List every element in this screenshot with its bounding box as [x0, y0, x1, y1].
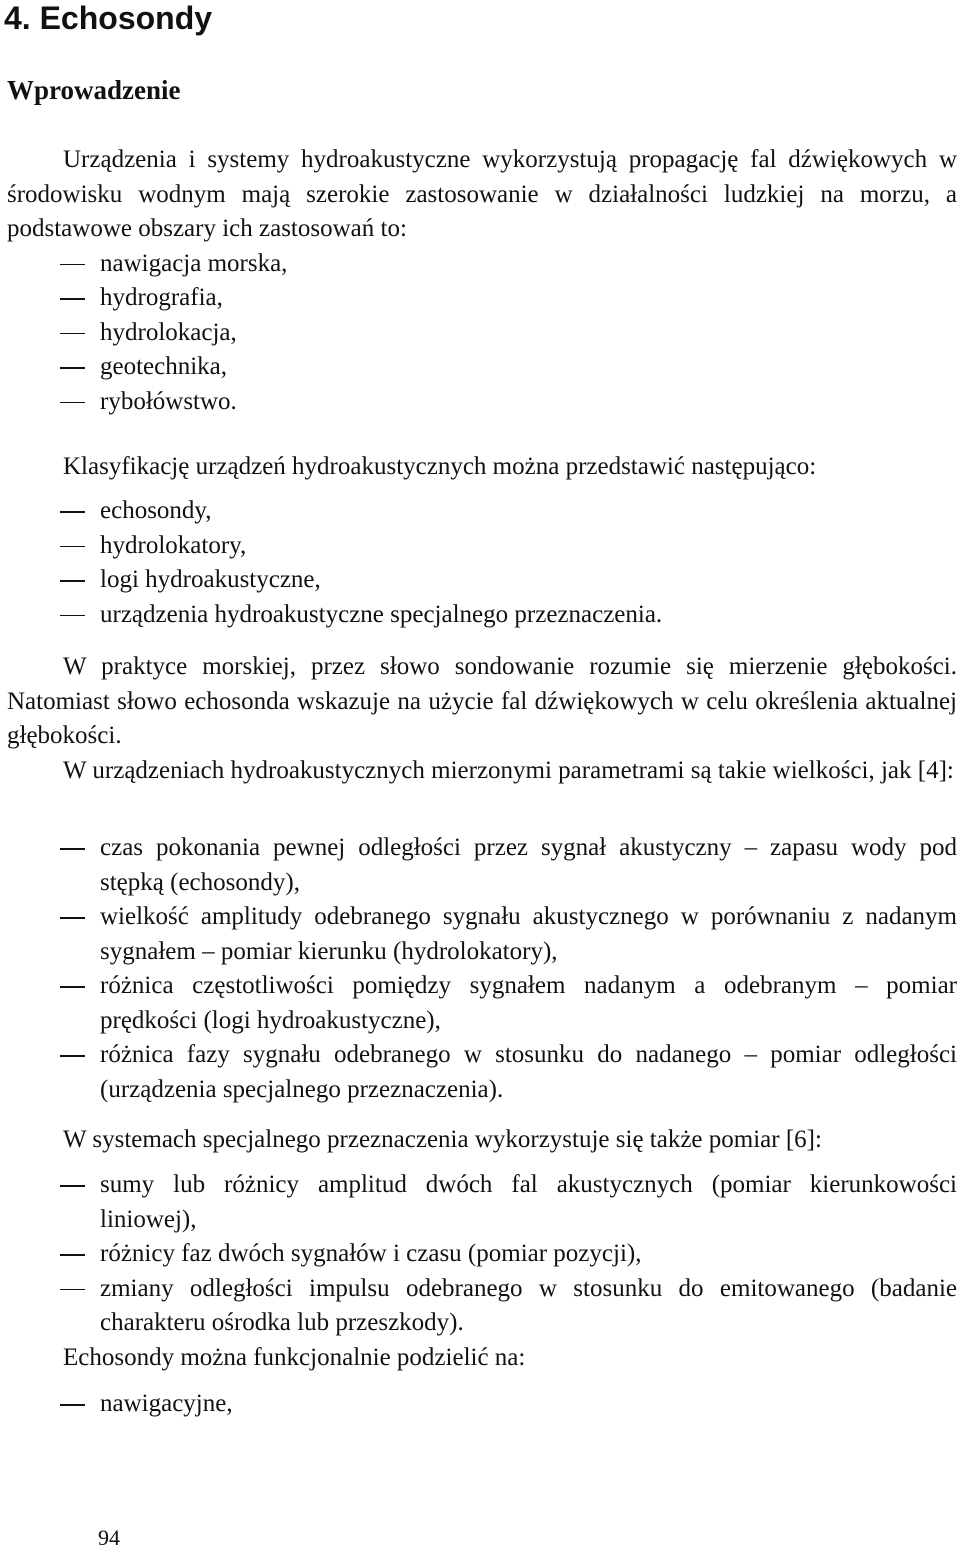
dash-bullet — [60, 1254, 85, 1256]
list-item-text: różnicy faz dwóch sygnałów i czasu (pomiar pozycji), — [100, 1240, 642, 1267]
dash-bullet — [60, 546, 85, 548]
sounding-paragraph: W praktyce morskiej, przez słowo sondowanie rozumie się mierzenie głębokości. Natomiast słowo echosonda wskazuje na użycie fal dźwiękowych w celu określenia aktualnej głębokości. — [7, 653, 957, 749]
list-item-text: urządzenia hydroakustyczne specjalnego przeznaczenia. — [100, 600, 663, 628]
parameters-paragraph: W urządzeniach hydroakustycznych mierzonymi parametrami są takie wielkości, jak [4]: — [63, 756, 954, 784]
dash-bullet — [60, 511, 85, 513]
list-item — [7, 831, 957, 900]
list-item — [7, 969, 957, 1038]
list-item-text: rybołówstwo. — [100, 387, 237, 415]
dash-bullet — [60, 298, 85, 300]
dash-bullet — [60, 986, 85, 988]
classification-block — [7, 450, 957, 485]
classification-list-block — [7, 494, 957, 632]
list-item — [7, 1272, 957, 1341]
list-item-text: nawigacja morska, — [100, 249, 288, 277]
dash-bullet — [60, 402, 85, 404]
chapter-title: 4. Echosondy — [4, 0, 213, 36]
sounding-block — [7, 650, 957, 788]
list-item-text: wielkość amplitudy odebranego sygnału akustycznego w porównaniu z nadanym sygnałem – pomiar kierunku (hydrolokatory), — [100, 903, 957, 965]
dash-bullet — [60, 917, 85, 919]
list-item — [7, 1387, 957, 1422]
dash-bullet — [60, 1185, 85, 1187]
classification-paragraph: Klasyfikację urządzeń hydroakustycznych można przedstawić następująco: — [63, 453, 817, 480]
dash-bullet — [60, 367, 85, 369]
list-item — [7, 494, 957, 529]
dash-bullet — [60, 615, 85, 617]
special-intro-block — [7, 1123, 957, 1158]
list-item-text: zmiany odległości impulsu odebranego w stosunku do emitowanego (badanie charakteru ośrodka lub przeszkody). — [100, 1274, 957, 1336]
special-list — [7, 1168, 957, 1341]
list-item — [7, 281, 957, 316]
dash-bullet — [60, 1289, 85, 1291]
special-block — [7, 1168, 957, 1375]
intro-block — [7, 143, 957, 419]
list-item — [7, 563, 957, 598]
list-item — [7, 900, 957, 969]
list-item-text: nawigacyjne, — [100, 1390, 233, 1417]
parameters-block — [7, 831, 957, 1107]
special-paragraph: W systemach specjalnego przeznaczenia wykorzystuje się także pomiar [6]: — [63, 1126, 822, 1153]
list-item — [7, 385, 957, 420]
list-item-text: czas pokonania pewnej odległości przez sygnał akustyczny – zapasu wody pod stępką (echosondy), — [100, 834, 957, 896]
list-item-text: różnica fazy sygnału odebranego w stosunku do nadanego – pomiar odległości (urządzenia specjalnego przeznaczenia). — [100, 1041, 957, 1103]
list-item-text: echosondy, — [100, 497, 212, 524]
list-item — [7, 1168, 957, 1237]
section-title: Wprowadzenie — [7, 75, 181, 105]
list-item-text: hydrolokacja, — [100, 318, 237, 346]
list-item-text: różnica częstotliwości pomiędzy sygnałem nadanym a odebranym – pomiar prędkości (logi hydroakustyczne), — [100, 972, 957, 1034]
page-number: 94 — [98, 1525, 120, 1550]
classification-list — [7, 494, 957, 632]
division-list — [7, 1387, 957, 1422]
intro-paragraph: Urządzenia i systemy hydroakustyczne wykorzystują propagację fal dźwiękowych w środowisku wodnym mają szerokie zastosowanie w działalności ludzkiej na morzu, a podstawowe obszary ich zastosowań to: — [7, 146, 957, 242]
list-item — [7, 316, 957, 351]
list-item — [7, 1038, 957, 1107]
areas-list — [7, 247, 957, 420]
division-block — [7, 1387, 957, 1422]
list-item — [7, 1237, 957, 1272]
dash-bullet — [60, 264, 85, 266]
list-item — [7, 529, 957, 564]
division-paragraph: Echosondy można funkcjonalnie podzielić na: — [63, 1343, 526, 1371]
parameters-list — [7, 831, 957, 1107]
dash-bullet — [60, 333, 85, 335]
list-item-text: hydrografia, — [100, 284, 223, 311]
dash-bullet — [60, 1404, 85, 1406]
dash-bullet — [60, 580, 85, 582]
list-item — [7, 247, 957, 282]
dash-bullet — [60, 848, 85, 850]
list-item-text: logi hydroakustyczne, — [100, 566, 321, 593]
list-item-text: geotechnika, — [100, 353, 228, 380]
list-item-text: sumy lub różnicy amplitud dwóch fal akustycznych (pomiar kierunkowości liniowej), — [100, 1171, 957, 1233]
list-item — [7, 598, 957, 633]
dash-bullet — [60, 1055, 85, 1057]
list-item-text: hydrolokatory, — [100, 531, 247, 559]
list-item — [7, 350, 957, 385]
